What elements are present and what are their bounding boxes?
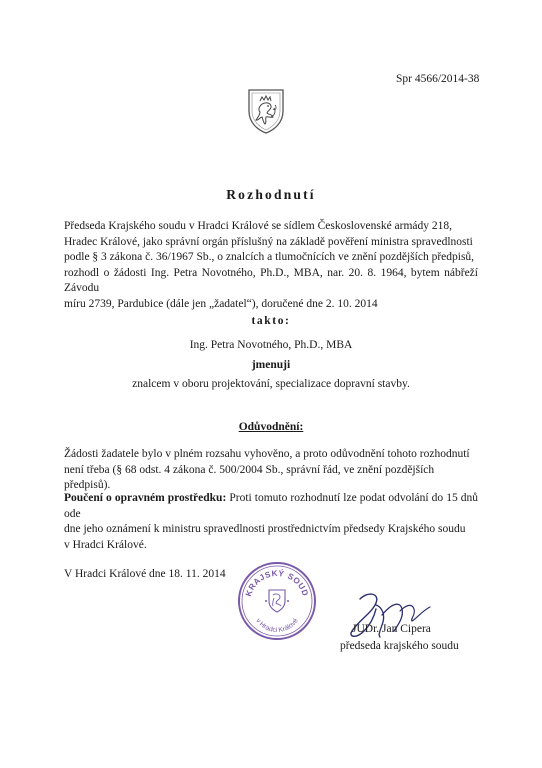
instruction-line: Poučení o opravném prostředku: Proti tomuto rozhodnutí lze podat odvolání do 15 dnů ode [64, 492, 478, 520]
person-name: Ing. Petra Novotného, Ph.D., MBA [189, 339, 353, 351]
reasoning-line: Žádosti žadatele bylo v plném rozsahu vyhověno, a proto odůvodnění tohoto rozhodnutí [64, 448, 470, 460]
intro-line: Předseda Krajského soudu v Hradci Králové se sídlem Československé armády 218, [64, 220, 453, 232]
signature-title: předseda krajského soudu [340, 640, 459, 652]
signature-name: JUDr. Jan Cipera [352, 623, 431, 635]
svg-text:v Hradci Králové [254, 617, 300, 634]
stamp-bottom-text: v Hradci Králové [254, 617, 300, 635]
reasoning-line: není třeba (§ 68 odst. 4 zákona č. 500/2004 Sb., správní řád, ve znění pozdějších předpisů). [64, 463, 435, 492]
appointment-text: znalcem v oboru projektování, specializace dopravní stavby. [132, 378, 410, 390]
intro-line: Hradec Králové, jako správní orgán příslušný na základě pověření ministra spravedlnosti [64, 235, 473, 248]
instruction-line: v Hradci Králové. [64, 538, 147, 551]
document-title: Rozhodnutí [226, 187, 316, 202]
lion-emblem-icon [246, 87, 286, 135]
reference-number: Spr 4566/2014-38 [396, 73, 480, 85]
intro-line: míru 2739, Pardubice (dále jen „žadatel“), doručené dne 2. 10. 2014 [64, 297, 378, 310]
intro-line: rozhodl o žádosti Ing. Petra Novotného, Ph.D., MBA, nar. 20. 8. 1964, bytem nábřeží Závodu [64, 266, 478, 295]
place-date: V Hradci Králové dne 18. 11. 2014 [64, 568, 226, 580]
stamp-top-text: KRAJSKÝ SOUD [243, 568, 311, 598]
instruction-paragraph [64, 491, 478, 553]
reasoning-paragraph [64, 447, 478, 494]
court-stamp [236, 560, 318, 642]
reasoning-heading: Odůvodnění: [238, 421, 304, 433]
instruction-line: dne jeho oznámení k ministru spravedlnosti prostřednictvím předsedy Krajského soudu [64, 523, 466, 536]
intro-line: podle § 3 zákona č. 36/1967 Sb., o znalcích a tlumočnících ve znění pozdějších předpisů, [64, 251, 475, 264]
instruction-label: Poučení o opravném prostředku: [64, 492, 227, 504]
takto-label: takto: [251, 315, 291, 327]
intro-paragraph [64, 219, 478, 313]
jmenuji-label: jmenuji [251, 359, 291, 371]
